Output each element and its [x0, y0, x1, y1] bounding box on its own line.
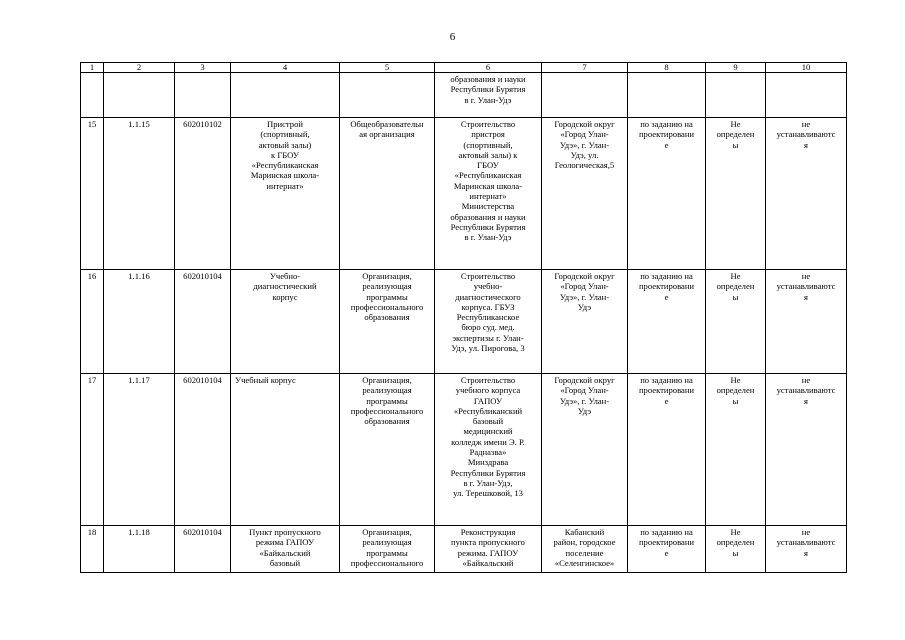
- characteristics-cell: по заданию на проектировани е: [628, 374, 706, 526]
- table-cell: [766, 73, 847, 118]
- characteristics-cell: по заданию на проектировани е: [628, 526, 706, 573]
- table-row: [81, 270, 847, 374]
- object-description-cell: Строительство учебно- диагностического корпуса. ГБУЗ Республиканское бюро суд. мед. экспертизы г. Улан- Удэ, ул. Пирогова, 3: [435, 270, 542, 374]
- continuation-row: [81, 73, 847, 118]
- item-number-cell: 1.1.16: [104, 270, 175, 374]
- object-name-cell: Пристрой (спортивный, актовый залы) к ГБОУ «Республиканская Маринская школа- интернат»: [231, 118, 340, 270]
- object-name-cell: Учебный корпус: [231, 374, 340, 526]
- row-index-cell: 18: [81, 526, 104, 573]
- column-number: 6: [435, 63, 542, 73]
- restrictions-cell: не устанавливаютс я: [766, 118, 847, 270]
- item-number-cell: 1.1.18: [104, 526, 175, 573]
- object-name-cell: Пункт пропускного режима ГАПОУ «Байкальский базовый: [231, 526, 340, 573]
- object-name-cell: Учебно- диагностический корпус: [231, 270, 340, 374]
- code-cell: 602010104: [175, 270, 231, 374]
- table-cell: [175, 73, 231, 118]
- item-number-cell: 1.1.15: [104, 118, 175, 270]
- column-number: 1: [81, 63, 104, 73]
- organization-type-cell: Организация, реализующая программы профессионального образования: [340, 374, 435, 526]
- column-number: 3: [175, 63, 231, 73]
- column-number: 4: [231, 63, 340, 73]
- location-cell: Городской округ «Город Улан- Удэ», г. Улан- Удэ: [542, 374, 628, 526]
- organization-type-cell: Организация, реализующая программы профессионального: [340, 526, 435, 573]
- column-number: 10: [766, 63, 847, 73]
- code-cell: 602010104: [175, 374, 231, 526]
- organization-type-cell: Организация, реализующая программы профессионального образования: [340, 270, 435, 374]
- restrictions-cell: не устанавливаютс я: [766, 270, 847, 374]
- restrictions-cell: не устанавливаютс я: [766, 374, 847, 526]
- characteristics-cell: по заданию на проектировани е: [628, 270, 706, 374]
- column-number: 5: [340, 63, 435, 73]
- row-index-cell: 16: [81, 270, 104, 374]
- object-description-cell: Строительство учебного корпуса ГАПОУ «Республиканский базовый медицинский колледж имени Э. Р. Радназва» Минздрава Республики Бурятия в г. Улан-Удэ, ул. Терешковой, 13: [435, 374, 542, 526]
- table-row: [81, 118, 847, 270]
- table-cell: [628, 73, 706, 118]
- object-description-cell: Реконструкция пункта пропускного режима. ГАПОУ «Байкальский: [435, 526, 542, 573]
- object-description-cell: Строительство пристроя (спортивный, актовый залы) к ГБОУ «Республиканская Маринская школа- интернат» Министерства образования и науки Республики Бурятия в г. Улан-Удэ: [435, 118, 542, 270]
- table-row: [81, 374, 847, 526]
- table-cell: [104, 73, 175, 118]
- table-cell: [542, 73, 628, 118]
- column-number: 8: [628, 63, 706, 73]
- table-cell: [81, 73, 104, 118]
- characteristics-cell: по заданию на проектировани е: [628, 118, 706, 270]
- column-numbers-row: [81, 63, 847, 73]
- column-number: 7: [542, 63, 628, 73]
- column-number: 9: [706, 63, 766, 73]
- objects-table: [80, 62, 847, 573]
- organization-type-cell: Общеобразовательн ая организация: [340, 118, 435, 270]
- object-description-cell: образования и науки Республики Бурятия в г. Улан-Удэ: [435, 73, 542, 118]
- table-row: [81, 526, 847, 573]
- row-index-cell: 17: [81, 374, 104, 526]
- restrictions-cell: не устанавливаютс я: [766, 526, 847, 573]
- code-cell: 602010104: [175, 526, 231, 573]
- location-cell: Городской округ «Город Улан- Удэ», г. Улан- Удэ: [542, 270, 628, 374]
- page-number: 6: [449, 31, 456, 43]
- zones-cell: Не определен ы: [706, 374, 766, 526]
- code-cell: 602010102: [175, 118, 231, 270]
- row-index-cell: 15: [81, 118, 104, 270]
- column-number: 2: [104, 63, 175, 73]
- zones-cell: Не определен ы: [706, 526, 766, 573]
- location-cell: Городской округ «Город Улан- Удэ», г. Улан- Удэ, ул. Геологическая,5: [542, 118, 628, 270]
- location-cell: Кабанский район, городское поселение «Селенгинское»: [542, 526, 628, 573]
- table-cell: [231, 73, 340, 118]
- item-number-cell: 1.1.17: [104, 374, 175, 526]
- table-cell: [706, 73, 766, 118]
- zones-cell: Не определен ы: [706, 270, 766, 374]
- table-cell: [340, 73, 435, 118]
- zones-cell: Не определен ы: [706, 118, 766, 270]
